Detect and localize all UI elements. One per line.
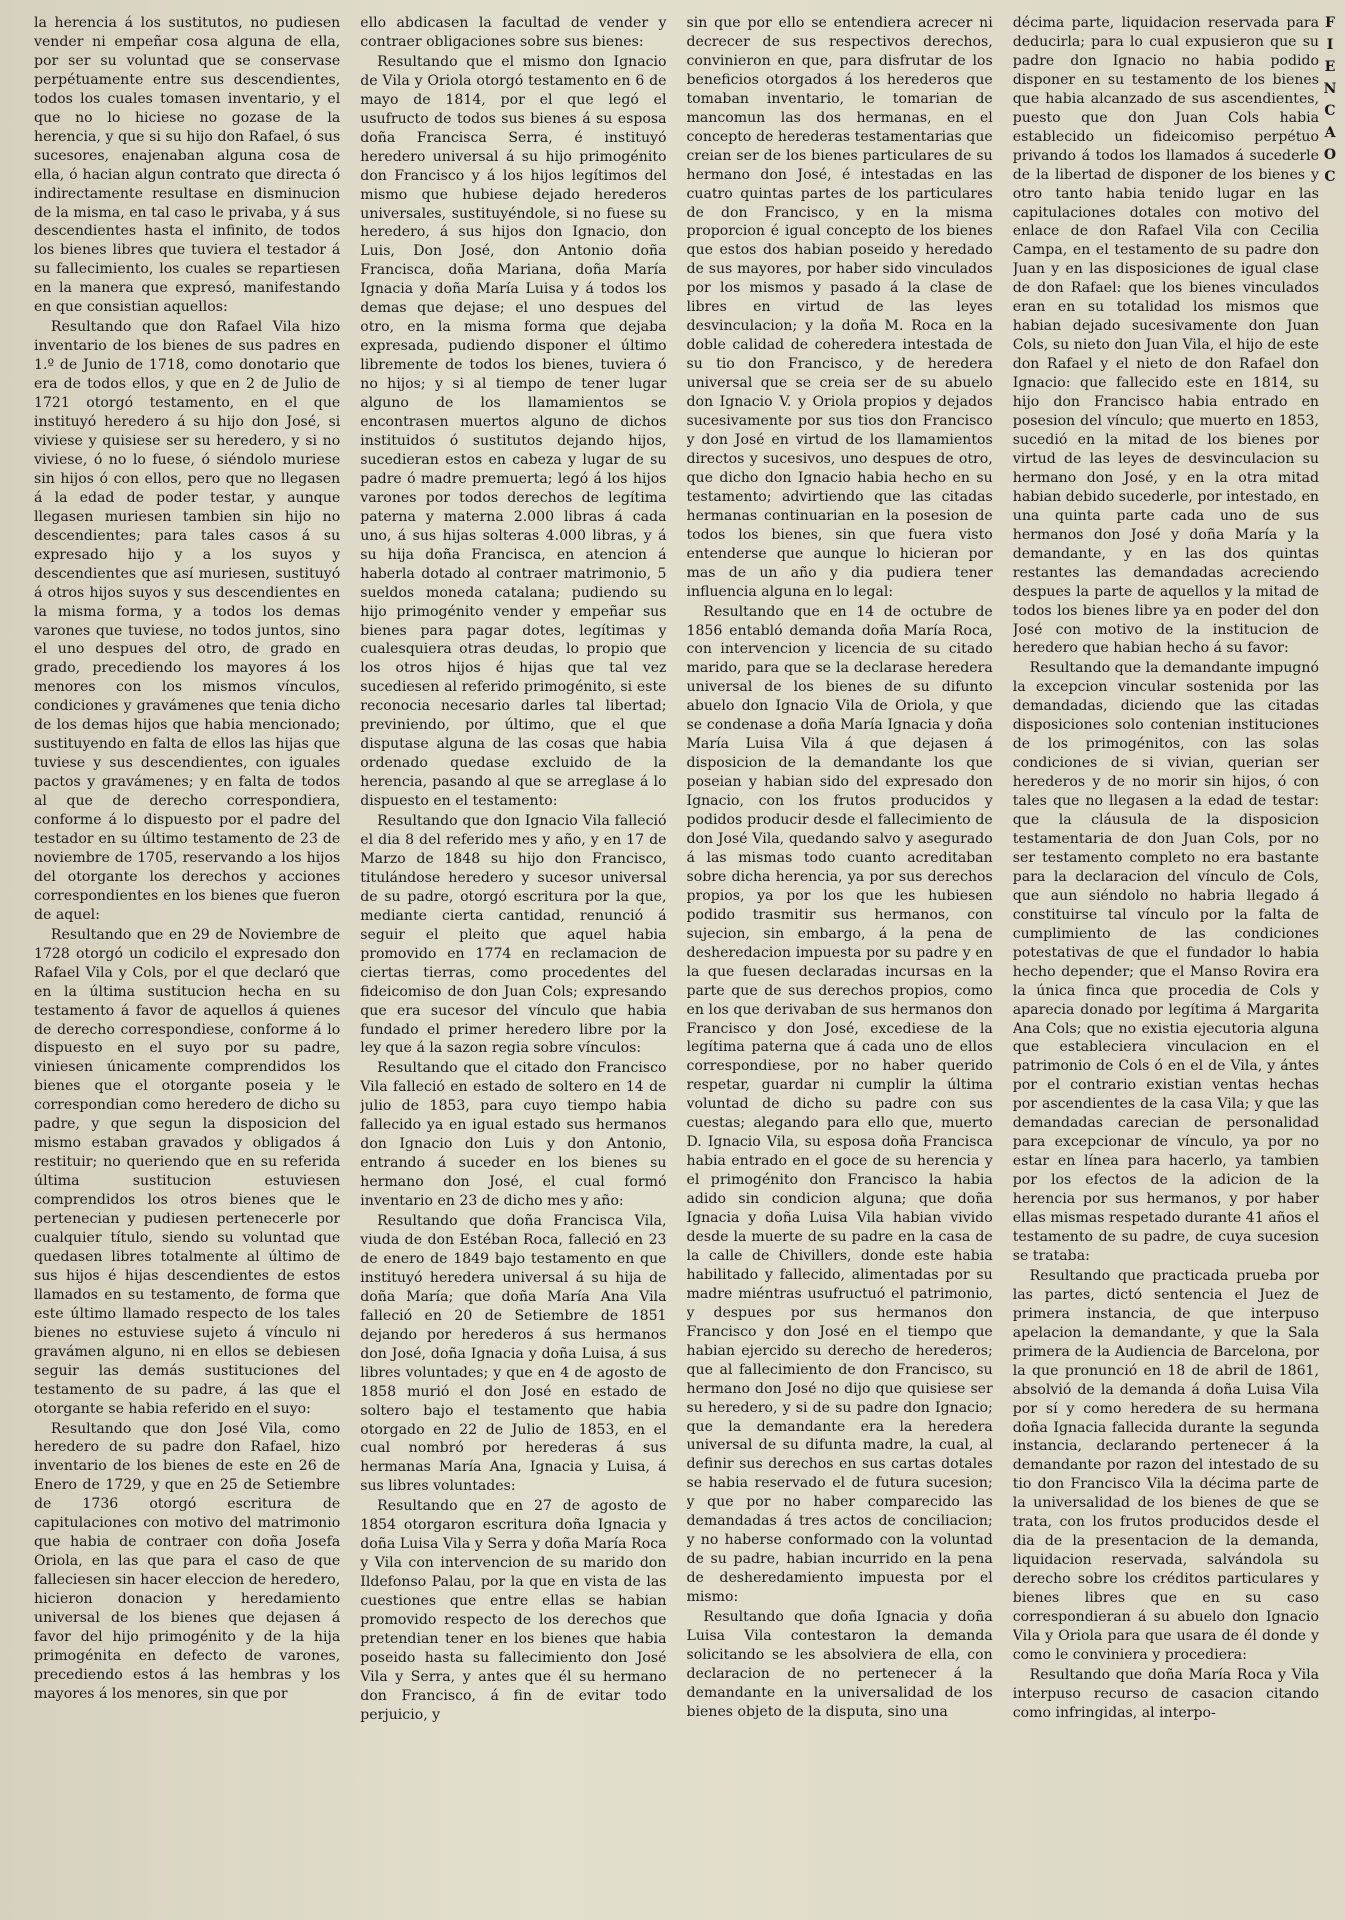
page-edge-mark: I xyxy=(1326,37,1334,53)
column-4 xyxy=(1013,14,1319,1910)
page-edge-mark: E xyxy=(1324,59,1336,75)
paragraph: Resultando que en 29 de Noviembre de 1728 otorgó un codicilo el expresado don Rafael Vila y Cols, por el que declaró que en la última sustitucion hecha en su testamento á favor de aquellos á quienes de derecho correspondiese, conforme á lo dispuesto en el suyo por su padre, viniesen únicamente comprendidos los bienes que el otorgante poseia y le correspondian como heredero de dicho su padre, y que segun la disposicion del mismo estaban gravados y obligados á restituir; no queriendo que en su referida última sustitucion estuviesen comprendidos los otros bienes que le pertenecian y pudiesen pertenecerle por cualquier título, siendo su voluntad que quedasen libres totalmente al último de sus hijos é hijas descendientes de estos llamados en su testamento, de forma que este último llamado respecto de los tales bienes no estuviese sujeto á vínculo ni gravámen alguno, ni en ellos se debiesen seguir las demás sustituciones del testamento de su padre, á las que el otorgante se habia referido en el suyo: xyxy=(34,926,341,1417)
paragraph: Resultando que don Rafael Vila hizo inventario de los bienes de sus padres en 1.º de Junio de 1718, como donotario que era de todos ellos, y que en 2 de Julio de 1721 otorgó testamento, en el que instituyó heredero á su hijo don José, si viviese y quisiese ser su heredero, y si no viviese, ó no lo fuese, ó siéndolo muriese sin hijos ó con ellos, pero que no llegasen á la edad de poder testar, y aunque llegasen muriesen tambien sin hijo no descendientes; para tales casos á su expresado hijo y a los suyos y descendientes que así muriesen, sustituyó á otros hijos suyos y sus descendientes en la misma forma, y a todos los demas varones que tuviese, no todos juntos, sino el uno despues del otro, de grado en grado, precediendo los mayores á los menores con los mismos vínculos, condiciones y gravámenes que tenia dicho de los demas hijos que habia mencionado; sustituyendo en falta de ellos las hijas que tuviese y sus descendientes, con iguales pactos y gravámenes; y en falta de todos al que de derecho correspondiera, conforme á lo dispuesto por el padre del testador en su último testamento de 23 de noviembre de 1705, reservando a los hijos del otorgante los derechos y acciones correspondientes en los bienes que fueron de aquel: xyxy=(34,319,341,923)
page-edge-mark: C xyxy=(1324,169,1336,185)
column-3 xyxy=(687,14,993,1910)
paragraph: Resultando que la demandante impugnó la excepcion vincular sostenida por las demandadas, diciendo que las citadas disposiciones solo contenian instituciones de los primogénitos, con las solas condiciones de si vivian, querian ser herederos y de no morir sin hijos, ó con tales que no llegasen a la edad de testar: que la cláusula de la disposicion testamentaria de don Juan Cols, por no ser testamento completo no era bastante para la declaracion del vínculo de Cols, que aun siéndolo no habria llegado á constituirse tal vínculo por la falta de cumplimiento de las condiciones potestativas de que el fundador lo habia hecho depender; que el Manso Rovira era la única finca que procedia de Cols y aparecia donado por legítima á Margarita Ana Cols; que no existia ejecutoria alguna que estableciera vinculacion en el patrimonio de Cols ó en el de Vila, y ántes por el contrario existian ventas hechas por ascendientes de la casa Vila; y que las demandadas carecian de personalidad para excepcionar de vínculo, ya por no estar en línea para hacerlo, ya tambien por los efectos de la adicion de la herencia por sus hermanos, y por haber ellas mismas respetado durante 41 años el testamento de su padre, de cuya sucesion se trataba: xyxy=(1012,660,1319,1264)
page-edge-mark: N xyxy=(1323,81,1337,97)
paragraph: Resultando que el mismo don Ignacio de Vila y Oriola otorgó testamento en 6 de mayo de 1814, por el que legó el usufructo de todos sus bienes á su esposa doña Francisca Serra, é instituyó heredero universal á su hijo primogénito don Francisco y á los hijos legítimos del mismo que hubiese dejado herederos universales, sustituyéndole, si no fuese su heredero, á sus hijos don Ignacio, don Luis, Don José, don Antonio doña Francisca, doña Mariana, doña María Ignacia y doña María Luisa y á todos los demas que dejase; el uno despues del otro, en la misma forma que dejaba expresada, pudiendo disponer el último libremente de todos los bienes, tuviera ó no hijos; y si al tiempo de tener lugar alguno de los llamamientos se encontrasen muertos alguno de dichos instituidos ó sustitutos dejando hijos, sucedieran estos en cabeza y lugar de su padre ó madre premuerta; legó á los hijos varones por todos derechos de legítima paterna y materna 2.000 libras á cada uno, á sus hijas solteras 4.000 libras, y á su hija doña Francisca, en atencion á haberla dotado al contraer matrimonio, 5 sueldos moneda catalana; pudiendo su hijo primogénito vender y empeñar sus bienes para pagar dotes, legítimas y cualesquiera otras deudas, lo propio que los otros hijos é hijas que tal vez sucediesen al referido primogénito, si este reconocia necesario darles tal libertad; previniendo, por último, que el que disputase alguna de las cosas que habia ordenado quedase excluido de la herencia, pasando al que se arreglase á lo dispuesto en el testamento: xyxy=(360,53,667,810)
paragraph: ello abdicasen la facultad de vender y contraer obligaciones sobre sus bienes: xyxy=(360,15,667,50)
text-columns xyxy=(34,14,1319,1910)
paragraph: Resultando que don José Vila, como heredero de su padre don Rafael, hizo inventario de los bienes de este en 26 de Enero de 1729, y que en 25 de Setiembre de 1736 otorgó escritura de capitulaciones con motivo del matrimonio que habia de contraer con doña Josefa Oriola, en las que para el caso de que falleciesen sin hacer eleccion de heredero, hicieron donacion y heredamiento universal de los bienes que dejasen á favor del hijo primogénito y de la hija primogénita en defecto de varones, precediendo estos á las hembras y los mayores á los menores, sin que por xyxy=(34,1420,341,1702)
paragraph: Resultando que doña Ignacia y doña Luisa Vila contestaron la demanda solicitando se les absolviera de ella, con declaracion de no pertenecer á la demandante en la universalidad de los bienes objeto de la disputa, sino una xyxy=(686,1609,993,1720)
paragraph: Resultando que doña Francisca Vila, viuda de don Estéban Roca, falleció en 23 de enero de 1849 bajo testamento en que instituyó heredera universal á su hija de doña María; que doña María Ana Vila falleció en 20 de Setiembre de 1851 dejando por herederos á sus hermanos don José, doña Ignacia y doña Luisa, á sus libres voluntades; y que en 4 de agosto de 1858 murió el don José en estado de soltero bajo el testamento que habia otorgado en 22 de Julio de 1853, en el cual nombró por herederas á sus hermanas María Ana, Ignacia y Luisa, á sus libres voluntades: xyxy=(360,1213,667,1495)
paragraph: la herencia á los sustitutos, no pudiesen vender ni empeñar cosa alguna de ella, por ser su voluntad que se conservase perpétuamente entre sus descendientes, todos los cuales tomasen inventario, y el que no lo hiciese no gozase de la herencia, y que si su hijo don Rafael, ó sus sucesores, enajenaban alguna cosa de ella, ó hacian algun contrato que directa ó indirectamente resultase en disminucion de la misma, en tal caso le privaba, y á sus descendientes hasta el infinito, de todos los bienes libres que tuviera el testador á su fallecimiento, los cuales se repartiesen en la manera que expresó, manifestando en que consistian aquellos: xyxy=(34,15,341,316)
page-edge-mark: O xyxy=(1323,147,1337,163)
page-edge-marks xyxy=(1323,12,1337,188)
paragraph: Resultando que practicada prueba por las partes, dictó sentencia el Juez de primera instancia, de que interpuso apelacion la demandante, y que la Sala primera de la Audiencia de Barcelona, por la que pronunció en 18 de abril de 1861, absolvió de la demanda á doña Luisa Vila por sí y como heredera de su hermana doña Ignacia fallecida durante la segunda instancia, declarando pertenecer á la demandante por razon del intestado de su tio don Francisco Vila la décima parte de la universalidad de los bienes de que se trata, con los frutos producidos desde el dia de la presentacion de la demanda, liquidacion reservada, salvándola su derecho sobre los créditos particulares y bienes libres que en su caso correspondieran á su abuelo don Ignacio Vila y Oriola para que usara de él donde y como le conviniera y procediera: xyxy=(1012,1267,1319,1663)
paragraph: Resultando que en 14 de octubre de 1856 entabló demanda doña María Roca, con intervencion y licencia de su citado marido, para que se la declarase heredera universal de los bienes de su difunto abuelo don Ignacio Vila de Oriola, y que se condenase a doña María Ignacia y doña María Luisa Vila á que dejasen á disposicion de la demandante los que poseian y habian sido del expresado don Ignacio, con los frutos producidos y podidos producir desde el fallecimiento de don José Vila, quedando salvo y asegurado á las mismas todo cuanto acreditaban sobre dicha herencia, ya por sus derechos propios, ya por los que les hubiesen podido trasmitir sus hermanos, con sujecion, sin embargo, á la pena de desheredacion impuesta por su padre y en la que fuesen declaradas incursas en la parte que de sus derechos propios, como en los que derivaban de sus hermanos don Francisco y don José, excediese de la legítima paterna que á cada uno de ellos correspondiese, por no haber querido respetar, guardar ni cumplir la última voluntad de dicho su padre con sus cuestas; alegando para ello que, muerto D. Ignacio Vila, su esposa doña Francisca habia entrado en el goce de su herencia y el primogénito don Francisco la habia adido sin condicion alguna; que doña Ignacia y doña Luisa Vila habian vivido desde la muerte de su padre en la casa de la calle de Chivillers, donde este habia habilitado y fallecido, alimentadas por su madre miéntras usufructuó el patrimonio, y despues por sus hermanos don Francisco y don José en el tiempo que habian ejercido su derecho de herederos; que al fallecimiento de don Francisco, su hermano don José no dijo que quisiese ser su heredero, y si de su padre don Ignacio; que la demandante era la heredera universal de su difunta madre, la cual, al definir sus derechos en sus cartas dotales se habia reservado el de futura sucesion; y que por no haber comparecido las demandadas á tres actos de conciliacion; y no haberse conformado con la voluntad de su padre, habian incurrido en la pena de desheredamiento impuesta por el mismo: xyxy=(686,603,993,1606)
page-edge-mark: F xyxy=(1325,15,1335,31)
paragraph: Resultando que el citado don Francisco Vila falleció en estado de soltero en 14 de julio de 1853, para cuyo tiempo habia fallecido ya en igual estado sus hermanos don Ignacio don Luis y don Antonio, entrando á suceder en los bienes su hermano don José, el cual formó inventario en 23 de dicho mes y año: xyxy=(360,1060,667,1210)
column-2 xyxy=(360,14,666,1910)
paragraph: Resultando que en 27 de agosto de 1854 otorgaron escritura doña Ignacia y doña Luisa Vila y Serra y doña María Roca y Vila con intervencion de su marido don Ildefonso Palau, por la que en vista de las cuestiones que entre ellas se habian promovido respecto de los derechos que pretendian tener en los bienes que habia poseido hasta su fallecimiento don José Vila y Serra, y antes que él su hermano don Francisco, á fin de evitar todo perjuicio, y xyxy=(360,1498,667,1723)
paragraph: décima parte, liquidacion reservada para deducirla; para lo cual expusieron que su padre don Ignacio no habia podido disponer en su testamento de los bienes que habia alcanzado de sus ascendientes, puesto que don Juan Cols habia establecido un fideicomiso perpétuo privando á todos los llamados á sucederle de la libertad de disponer de los bienes y otro tanto habia tenido lugar en las capitulaciones dotales con motivo del enlace de don Rafael Vila con Cecilia Campa, en el testamento de su padre don Juan y en las disposiciones de igual clase de don Rafael: que los bienes vinculados eran en su totalidad los mismos que habian dejado sucesivamente don Juan Cols, su nieto don Juan Vila, el hijo de este don Rafael y el nieto de don Rafael don Ignacio: que fallecido este en 1814, su hijo don Francisco habia entrado en posesion del vínculo; que muerto en 1853, sucedió en la mitad de los bienes por virtud de las leyes de desvinculacion su hermano don José, y en la otra mitad habian debido sucederle, por intestado, en una quinta parte cada uno de sus hermanos don José y doña María y la demandante, y en las dos quintas restantes las demandadas acreciendo despues la parte de aquellos y la mitad de todos los bienes libre ya en poder del don José con motivo de la institucion de heredero que habian hecho á su favor: xyxy=(1012,15,1319,657)
column-1 xyxy=(34,14,340,1910)
paragraph: Resultando que don Ignacio Vila falleció el dia 8 del referido mes y año, y en 17 de Marzo de 1848 su hijo don Francisco, titulándose heredero y sucesor universal de su padre, otorgó escritura por la que, mediante cierta cantidad, renunció á seguir el pleito que aquel habia promovido en 1774 en reclamacion de ciertas tierras, como procedentes del fideicomiso de don Juan Cols; expresando que era sucesor del vínculo que habia fundado el primer heredero libre por la ley que á la sazon regia sobre vínculos: xyxy=(360,813,667,1057)
page-edge-mark: A xyxy=(1324,125,1336,141)
page-edge-mark: C xyxy=(1324,103,1336,119)
paragraph: Resultando que doña María Roca y Vila interpuso recurso de casacion citando como infringidas, al interpo- xyxy=(1012,1666,1319,1721)
paragraph: sin que por ello se entendiera acrecer ni decrecer de sus respectivos derechos, convinieron en que, para disfrutar de los beneficios otorgados á los herederos que tomaban inventario, le tomarian de mancomun las dos hermanas, en el concepto de herederas testamentarias que creian ser de los bienes particulares de su hermano don José, é intestadas en las cuatro quintas partes de los particulares de don Francisco, y en la misma proporcion é igual concepto de los bienes que estos dos habian poseido y heredado de sus mayores, por haber sido vinculados por los mismos y pasado á la clase de libres en virtud de las leyes desvinculacion; y la doña M. Roca en la doble calidad de coheredera intestada de su tio don Francisco, y de heredera universal que se creia ser de su abuelo don Ignacio V. y Oriola propios y dejados sucesivamente por sus tios don Francisco y don José en virtud de los llamamientos directos y sucesivos, uno despues de otro, que dicho don Ignacio habia hecho en su testamento; advirtiendo que las citadas hermanas continuarian en la posesion de todos los bienes, sin que fuera visto entenderse que aunque lo hicieran por mas de un año y dia pudiera tener influencia alguna en lo legal: xyxy=(686,15,993,600)
